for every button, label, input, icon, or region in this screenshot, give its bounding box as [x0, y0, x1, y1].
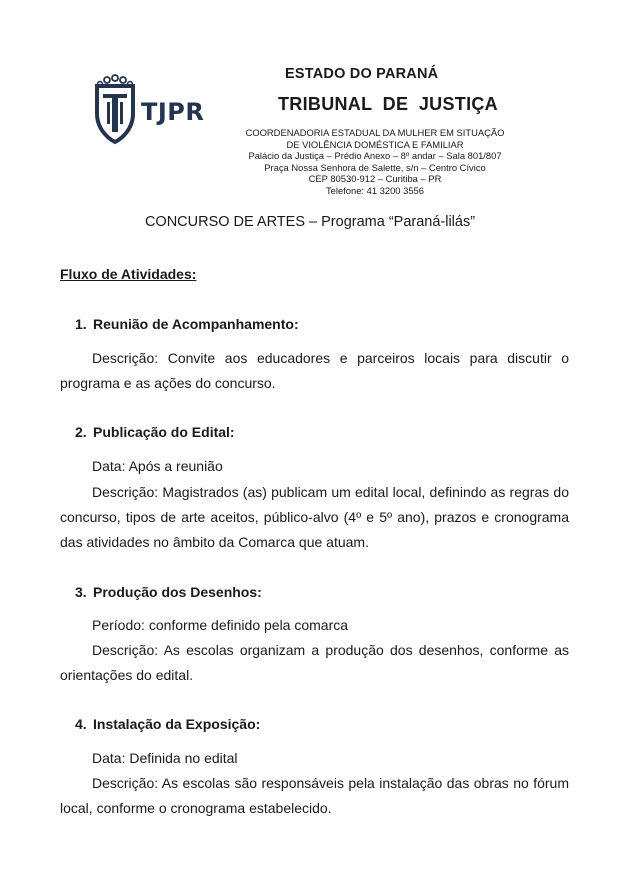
item-heading	[75, 716, 260, 732]
item-heading-text: Produção dos Desenhos:	[93, 584, 262, 600]
item-description: Descrição: Magistrados (as) publicam um edital local, definindo as regras do concurso, tipos de arte aceitos, público-alvo (4º e 5º ano), prazos e cronograma das atividades no âmbito da Comarca que atuam.	[60, 484, 569, 550]
item-detail: Período: conforme definido pela comarca	[92, 617, 349, 633]
logo-text: TJPR	[141, 98, 205, 126]
item-detail: Data: Definida no edital	[92, 750, 238, 766]
item-number: 1.	[75, 316, 87, 332]
item-heading-text: Instalação da Exposição:	[93, 716, 261, 732]
item-heading	[75, 316, 299, 332]
item-heading	[75, 424, 235, 440]
address-line: DE VIOLÊNCIA DOMÉSTICA E FAMILIAR	[286, 138, 464, 150]
item-detail: Data: Após a reunião	[92, 458, 223, 474]
address-line: Palácio da Justiça – Prédio Anexo – 8º andar – Sala 801/807	[248, 150, 502, 162]
address-line: COORDENADORIA ESTADUAL DA MULHER EM SITUAÇÃO	[245, 127, 505, 138]
address-line: CEP 80530-912 – Curitiba – PR	[308, 173, 442, 185]
item-description: Descrição: As escolas são responsáveis pela instalação das obras no fórum local, conforme o cronograma estabelecido.	[60, 775, 569, 816]
item-number: 4.	[75, 716, 87, 732]
address-line: Telefone: 41 3200 3556	[325, 184, 424, 196]
section-title: Fluxo de Atividades:	[60, 266, 197, 282]
header-state: ESTADO DO PARANÁ	[285, 66, 439, 82]
item-number: 3.	[75, 584, 87, 600]
item-heading-text: Reunião de Acompanhamento:	[93, 316, 299, 332]
item-heading-text: Publicação do Edital:	[93, 424, 235, 440]
address-line: Praça Nossa Senhora de Salette, s/n – Centro Cívico	[264, 161, 486, 173]
header-court: TRIBUNAL DE JUSTIÇA	[278, 94, 498, 114]
item-number: 2.	[75, 424, 87, 440]
document-title: CONCURSO DE ARTES – Programa “Paraná-lilás”	[144, 214, 476, 230]
item-heading	[75, 584, 262, 600]
item-description: Descrição: Convite aos educadores e parceiros locais para discutir o programa e as ações do concurso.	[60, 350, 569, 391]
item-description: Descrição: As escolas organizam a produção dos desenhos, conforme as orientações do edital.	[60, 642, 569, 683]
header-address	[210, 127, 540, 197]
